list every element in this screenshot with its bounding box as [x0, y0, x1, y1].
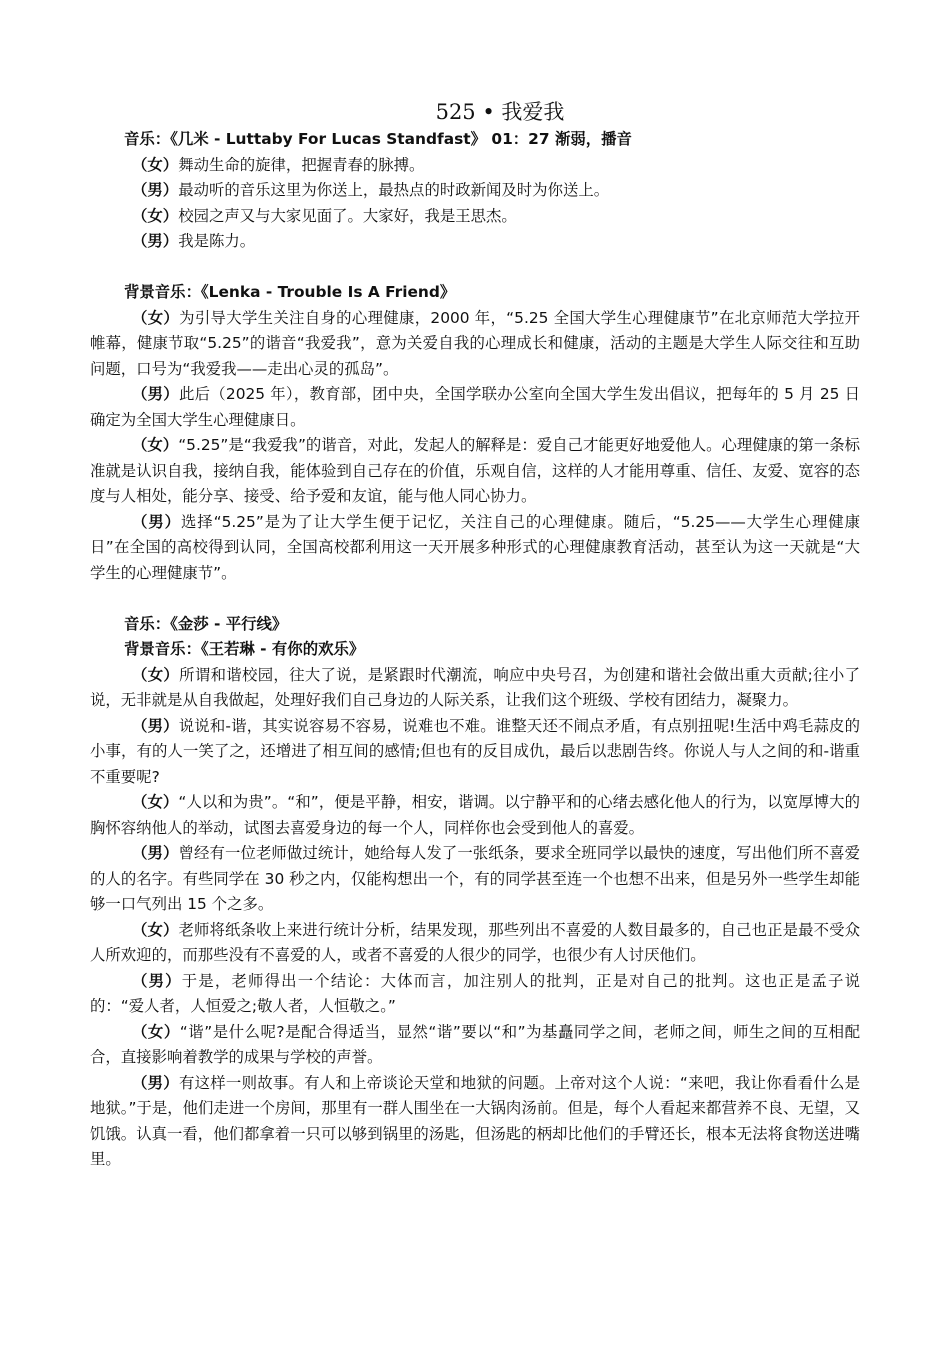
- speaker-tag: （男）: [132, 512, 181, 531]
- page-title: 525 • 我爱我: [435, 100, 565, 124]
- dialogue-paragraph: [90, 790, 860, 841]
- dialogue-text: 此后（2025 年），教育部，团中央，全国学联办公室向全国大学生发出倡议，把每年的 5 月 25 日确定为全国大学生心理健康日。: [90, 385, 860, 429]
- music-cue-2: 音乐：《金莎 - 平行线》: [124, 614, 288, 633]
- section-spacer: [90, 255, 860, 281]
- dialogue-text: “谐”是什么呢?是配合得适当，显然“谐”要以“和”为基矗同学之间，老师之间，师生之间的互相配合，直接影响着教学的成果与学校的声誉。: [90, 1022, 860, 1066]
- dialogue-text: 舞动生命的旋律，把握青春的脉搏。: [178, 155, 425, 174]
- section-spacer: [90, 586, 860, 612]
- dialogue-text: 选择“5.25”是为了让大学生便于记忆，关注自己的心理健康。随后，“5.25——大学生心理健康日”在全国的高校得到认同，全国高校都利用这一天开展多种形式的心理健康教育活动，甚至认为这一天就是“大学生的心理健康节”。: [90, 512, 860, 582]
- dialogue-text: 最动听的音乐这里为你送上，最热点的时政新闻及时为你送上。: [178, 181, 610, 199]
- dialogue-text: “人以和为贵”。“和”，便是平静，相安，谐调。以宁静平和的心绪去感化他人的行为，以宽厚博大的胸怀容纳他人的举动，试图去喜爱身边的每一个人，同样你也会受到他人的喜爱。: [90, 793, 860, 837]
- document-body: [90, 127, 860, 1173]
- speaker-tag: （女）: [132, 920, 179, 939]
- background-music-cue-2: 背景音乐：《王若琳 - 有你的欢乐》: [124, 640, 365, 658]
- speaker-tag: （男）: [132, 385, 179, 403]
- speaker-tag: （女）: [132, 793, 179, 811]
- dialogue-text: 我是陈力。: [178, 232, 256, 250]
- speaker-tag: （男）: [132, 971, 182, 990]
- dialogue-line: [90, 178, 860, 204]
- dialogue-text: “5.25”是“我爱我”的谐音，对此，发起人的解释是：爱自己才能更好地爱他人。心理健康的第一条标准就是认识自我，接纳自我，能体验到自己存在的价值，乐观自信，这样的人才能用尊重、信任、友爱、宽容的态度与人相处，能分享、接受、给予爱和友谊，能与他人同心协力。: [90, 436, 860, 505]
- dialogue-text: 老师将纸条收上来进行统计分析，结果发现，那些列出不喜爱的人数目最多的，自己也正是最不受众人所欢迎的，而那些没有不喜爱的人，或者不喜爱的人很少的同学，也很少有人讨厌他们。: [90, 920, 860, 964]
- dialogue-line: [90, 204, 860, 230]
- speaker-tag: （男）: [132, 844, 179, 862]
- dialogue-paragraph: [90, 382, 860, 433]
- speaker-tag: （男）: [132, 716, 179, 735]
- music-cue-1: 音乐：《几米 - Luttaby For Lucas Standfast》 01：27 渐弱，播音: [124, 130, 632, 148]
- speaker-tag: （女）: [132, 1022, 180, 1041]
- speaker-tag: （女）: [132, 436, 179, 454]
- speaker-tag: （男）: [132, 1073, 179, 1092]
- dialogue-line: [90, 229, 860, 255]
- dialogue-paragraph: [90, 918, 860, 969]
- dialogue-paragraph: [90, 306, 860, 383]
- dialogue-text: 于是，老师得出一个结论：大体而言，加注别人的批判，正是对自己的批判。这也正是孟子说的：“爱人者，人恒爱之;敬人者，人恒敬之。”: [90, 971, 860, 1015]
- dialogue-line: [90, 153, 860, 179]
- dialogue-paragraph: [90, 841, 860, 918]
- speaker-tag: （女）: [132, 155, 179, 174]
- speaker-tag: （女）: [132, 206, 179, 225]
- speaker-tag: （女）: [132, 665, 180, 684]
- dialogue-text: 校园之声又与大家见面了。大家好，我是王思杰。: [178, 206, 517, 225]
- dialogue-text: 所谓和谐校园，往大了说，是紧跟时代潮流，响应中央号召，为创建和谐社会做出重大贡献;往小了说，无非就是从自我做起，处理好我们自己身边的人际关系，让我们这个班级、学校有团结力，凝聚力。: [90, 665, 860, 709]
- dialogue-paragraph: [90, 969, 860, 1020]
- dialogue-text: 有这样一则故事。有人和上帝谈论天堂和地狱的问题。上帝对这个人说：“来吧，我让你看看什么是地狱。”于是，他们走进一个房间，那里有一群人围坐在一大锅肉汤前。但是，每个人看起来都营养不良、无望，又饥饿。认真一看，他们都拿着一只可以够到锅里的汤匙，但汤匙的柄却比他们的手臂还长，根本无法将食物送进嘴里。: [90, 1073, 860, 1168]
- dialogue-paragraph: [90, 663, 860, 714]
- dialogue-paragraph: [90, 433, 860, 510]
- dialogue-paragraph: [90, 510, 860, 587]
- dialogue-text: 曾经有一位老师做过统计，她给每人发了一张纸条，要求全班同学以最快的速度，写出他们所不喜爱的人的名字。有些同学在 30 秒之内，仅能构想出一个，有的同学甚至连一个也想不出来，但是另外一些学生却能够一口气列出 15 个之多。: [90, 844, 860, 913]
- speaker-tag: （女）: [132, 308, 180, 327]
- dialogue-text: 为引导大学生关注自身的心理健康，2000 年，“5.25 全国大学生心理健康节”在北京师范大学拉开帷幕，健康节取“5.25”的谐音“我爱我”，意为关爱自我的心理成长和健康，活动的主题是大学生人际交往和互助问题，口号为“我爱我——走出心灵的孤岛”。: [90, 308, 860, 378]
- dialogue-paragraph: [90, 1071, 860, 1173]
- dialogue-text: 说说和-谐，其实说容易不容易，说难也不难。谁整天还不闹点矛盾，有点别扭呢!生活中鸡毛蒜皮的小事，有的人一笑了之，还增进了相互间的感情;但也有的反目成仇，最后以悲剧告终。你说人与人之间的和-谐重不重要呢?: [90, 716, 860, 786]
- background-music-cue-1: 背景音乐：《Lenka - Trouble Is A Friend》: [124, 283, 456, 301]
- speaker-tag: （男）: [132, 232, 179, 250]
- dialogue-paragraph: [90, 1020, 860, 1071]
- speaker-tag: （男）: [132, 181, 179, 199]
- dialogue-paragraph: [90, 714, 860, 791]
